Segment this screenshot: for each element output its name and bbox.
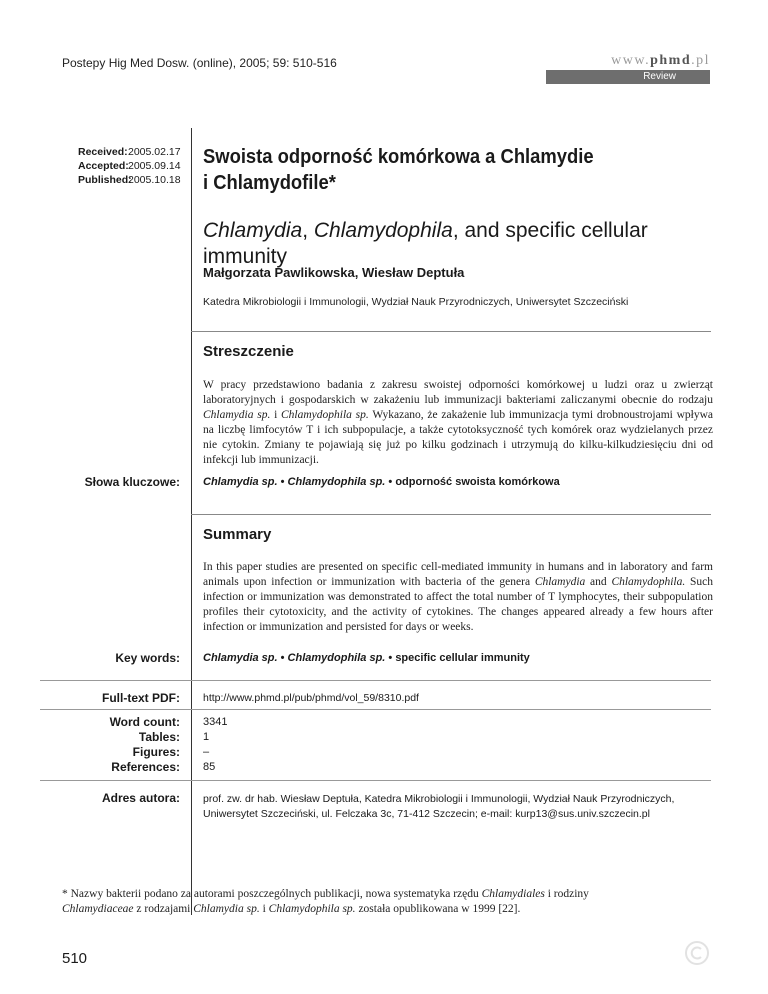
fulltext-label: Full-text PDF: bbox=[102, 691, 180, 705]
references-value: 85 bbox=[203, 761, 216, 773]
date-accepted: Accepted: 2005.09.14 bbox=[78, 160, 181, 172]
authors: Małgorzata Pawlikowska, Wiesław Deptuła bbox=[203, 265, 465, 280]
publication-dates bbox=[78, 145, 181, 187]
divider-summary bbox=[191, 514, 711, 515]
counts-labels bbox=[40, 715, 180, 775]
keywords-pl-label: Słowa kluczowe: bbox=[84, 475, 180, 489]
fulltext-link[interactable]: http://www.phmd.pl/pub/phmd/vol_59/8310.pdf bbox=[203, 692, 419, 704]
site-name: phmd bbox=[650, 53, 692, 68]
word-count-value: 3341 bbox=[203, 716, 228, 728]
figures-label: Figures: bbox=[132, 745, 180, 759]
journal-citation: Postepy Hig Med Dosw. (online), 2005; 59: 510-516 bbox=[62, 56, 337, 70]
date-received: Received: 2005.02.17 bbox=[78, 146, 181, 158]
divider-address bbox=[40, 780, 711, 781]
counts-values bbox=[203, 715, 227, 775]
tables-value: 1 bbox=[203, 731, 210, 743]
keywords-en-label: Key words: bbox=[115, 651, 180, 665]
affiliation: Katedra Mikrobiologii i Immunologii, Wydział Nauk Przyrodniczych, Uniwersytet Szczeciński bbox=[203, 296, 629, 308]
author-address: prof. zw. dr hab. Wiesław Deptuła, Katedra Mikrobiologii i Immunologii, Wydział Nauk Przyrodniczych, Uniwersytet Szczeciński, ul. Felczaka 3c, 71-412 Szczecin; e-mail: kurp13@sus.univ.szczecin.pl bbox=[203, 793, 675, 820]
date-published: Published: 2005.10.18 bbox=[78, 174, 181, 186]
keywords-en: Chlamydia sp. • Chlamydophila sp. • specific cellular immunity bbox=[203, 652, 530, 664]
divider-fulltext bbox=[40, 680, 711, 681]
column-divider bbox=[191, 128, 192, 915]
divider-counts bbox=[40, 709, 711, 710]
summary-text: In this paper studies are presented on specific cell-mediated immunity in humans and in laboratory and farm animals upon infection or immunization with bacteria of the genera Chlamydia and Chlamydophila. Such infection or immunization was demonstrated to affect the total number of T lymphocytes, their subpopulation profiles their cytotoxicity, and the activity of cytokines. The changes appeared already a few hours after infection or immunization and persisted for days or weeks. bbox=[203, 561, 713, 633]
references-label: References: bbox=[111, 760, 180, 774]
article-type-badge: Review bbox=[546, 70, 710, 84]
title-english: Chlamydia, Chlamydophila, and specific cellular immunity bbox=[203, 219, 648, 268]
footnote: * Nazwy bakterii podano za autorami poszczególnych publikacji, nowa systematyka rzędu Chlamydiales i rodziny Chlamydiaceae z rodzajami Chlamydia sp. i Chlamydophila sp. została opublikowana w 1999 [22]. bbox=[62, 888, 589, 915]
streszczenie-heading: Streszczenie bbox=[203, 343, 294, 360]
divider-streszczenie bbox=[191, 331, 711, 332]
site-prefix: www. bbox=[611, 53, 651, 68]
journal-website[interactable] bbox=[546, 53, 710, 69]
word-count-label: Word count: bbox=[109, 715, 180, 729]
copyright-icon bbox=[684, 940, 710, 966]
summary-heading: Summary bbox=[203, 526, 272, 543]
streszczenie-text: W pracy przedstawiono badania z zakresu swoistej odporności komórkowej u ludzi oraz u zwierząt laboratoryjnych i gospodarskich w zakażeniu lub immunizacji bakteriami zaliczanymi obecnie do rodzaju Chlamydia sp. i Chlamydophila sp. Wykazano, że zakażenie lub immunizacja tymi drobnoustrojami wpływa na liczbę limfocytów T i ich subpopulacje, a także cytotoksyczność tych komórek oraz wydzielanych przez nie cytokin. Zmiany te pojawiają się już po kilku godzinach i utrzymują do kilku-kilkudziesięciu dni od infekcji lub immunizacji. bbox=[203, 379, 714, 466]
keywords-pl: Chlamydia sp. • Chlamydophila sp. • odporność swoista komórkowa bbox=[203, 476, 560, 488]
title-polish: Swoista odporność komórkowa a Chlamydie i Chlamydofile* bbox=[203, 146, 594, 194]
tables-label: Tables: bbox=[138, 730, 180, 744]
page-number: 510 bbox=[62, 950, 88, 967]
figures-value: – bbox=[203, 746, 210, 758]
address-label: Adres autora: bbox=[101, 791, 180, 805]
site-suffix: .pl bbox=[691, 53, 710, 68]
